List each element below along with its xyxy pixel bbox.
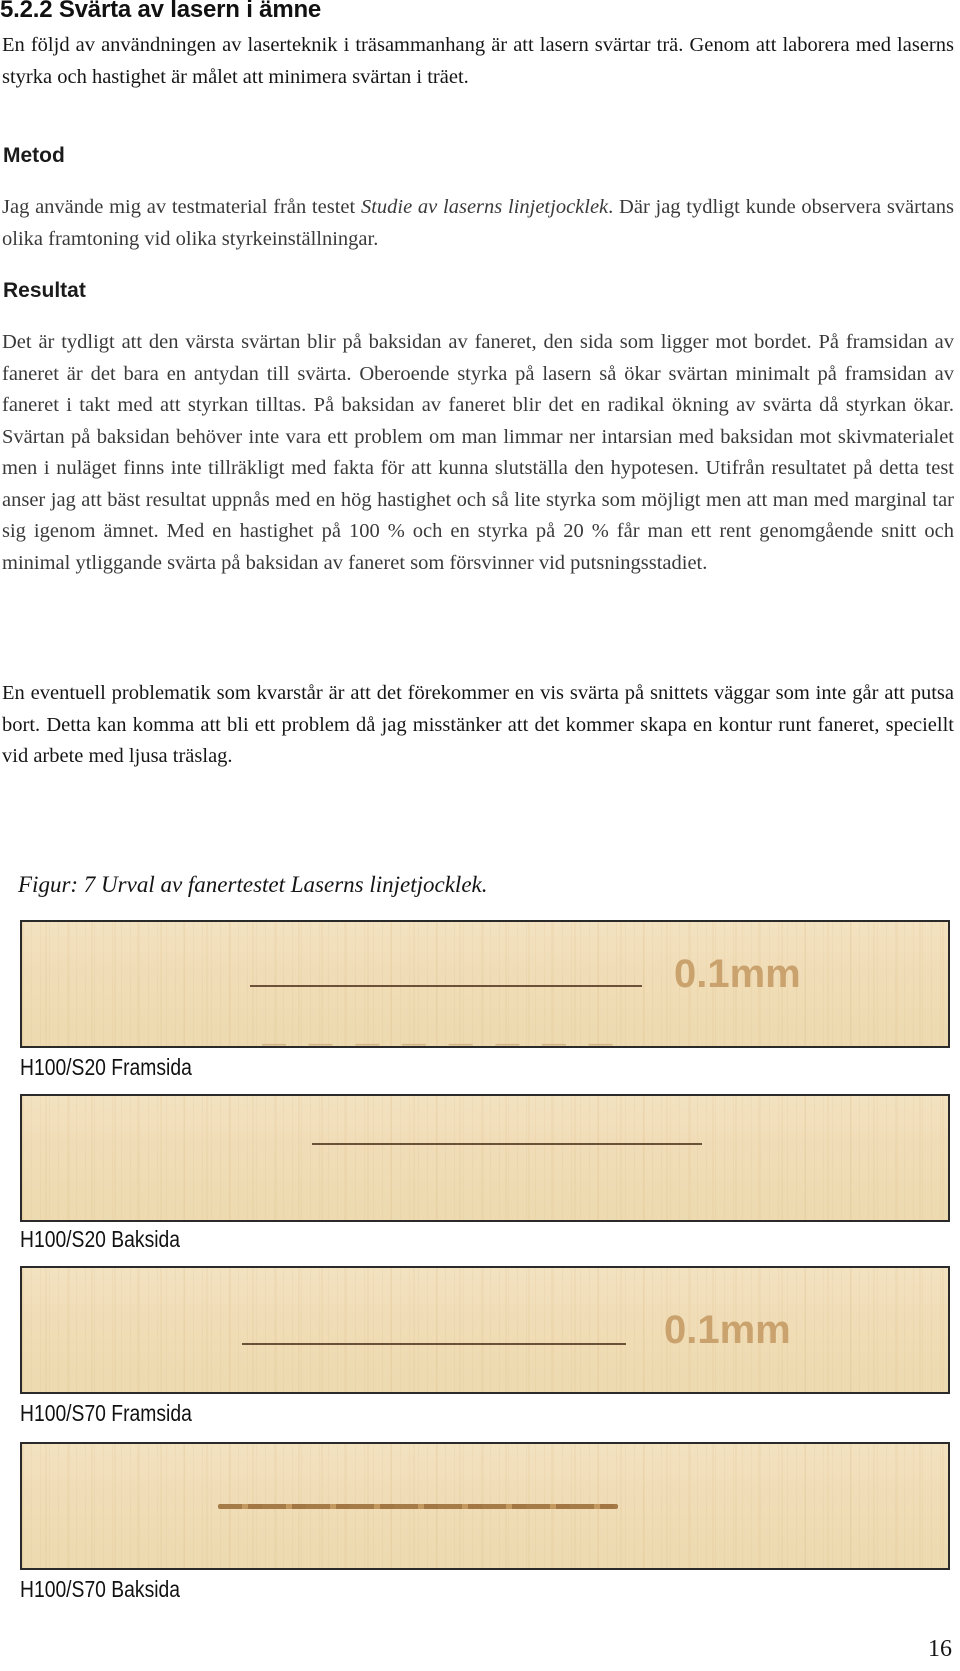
faint-engraving: — — — — — — — — [262,1030,621,1048]
page-number: 16 [928,1636,952,1662]
panel-label: H100/S70 Framsida [20,1400,192,1426]
veneer-sample-photo [20,1094,950,1222]
section-heading: 5.2.2 Svärta av lasern i ämne [0,0,322,23]
laser-cut-line-burnt [218,1504,618,1509]
laser-cut-line [312,1143,702,1145]
method-paragraph [2,192,954,255]
panel-label: H100/S20 Framsida [20,1054,192,1080]
intro-paragraph: En följd av användningen av laserteknik i träsammanhang är att lasern svärtar trä. Genom att laborera med laserns styrka och hastighet är målet att minimera svärtan i träet. [2,34,954,88]
figure-caption: Figur: 7 Urval av fanertestet Laserns linjetjocklek. [18,872,488,897]
laser-cut-line [250,985,642,987]
panel-label: H100/S70 Baksida [20,1576,181,1602]
veneer-sample-photo [20,1266,950,1394]
method-text-before: Jag använde mig av testmaterial från testet [2,196,361,218]
laser-cut-line [242,1343,626,1345]
method-heading: Metod [3,144,65,167]
engraved-label: 0.1mm [674,952,801,996]
panel-label: H100/S20 Baksida [20,1226,181,1252]
engraved-label: 0.1mm [664,1308,791,1352]
referenced-test-title: Studie av laserns linjetjocklek [360,196,609,218]
veneer-sample-photo [20,1442,950,1570]
result-heading: Resultat [3,279,86,302]
result-paragraph-2: En eventuell problematik som kvarstår är att det förekommer en vis svärta på snittets väggar som inte går att putsa bort. Detta kan komma att bli ett problem då jag misstänker att det kommer skapa en kontur runt faneret, speciellt vid arbete med ljusa träslag. [2,682,954,767]
method-text-after: . Där jag tydligt kunde observera svärtans olika framtoning vid olika styrkeinställningar. [2,196,955,250]
result-paragraph-1: Det är tydligt att den värsta svärtan blir på baksidan av faneret, den sida som ligger mot bordet. På framsidan av faneret är det bara en antydan till svärta. Oberoende styrka på lasern så ökar svärtan minimalt på framsidan av faneret i takt med att styrkan tilltas. På baksidan av faneret blir det en radikal ökning av svärta då styrkan ökar. Svärtan på baksidan behöver inte vara ett problem om man limmar ner intarsian med baksidan mot skivmaterialet men i nuläget finns inte tillräkligt med fakta för att kunna slutställa den hypotesen. Utifrån resultatet på detta test anser jag att bäst resultat uppnås med en hög hastighet och så lite styrka som möjligt men att man med marginal tar sig igenom ämnet. Med en hastighet på 100 % och en styrka på 20 % får man ett rent genomgående snitt och minimal ytliggande svärta på baksidan av faneret som försvinner vid putsningsstadiet. [2,331,954,574]
veneer-sample-photo [20,920,950,1048]
